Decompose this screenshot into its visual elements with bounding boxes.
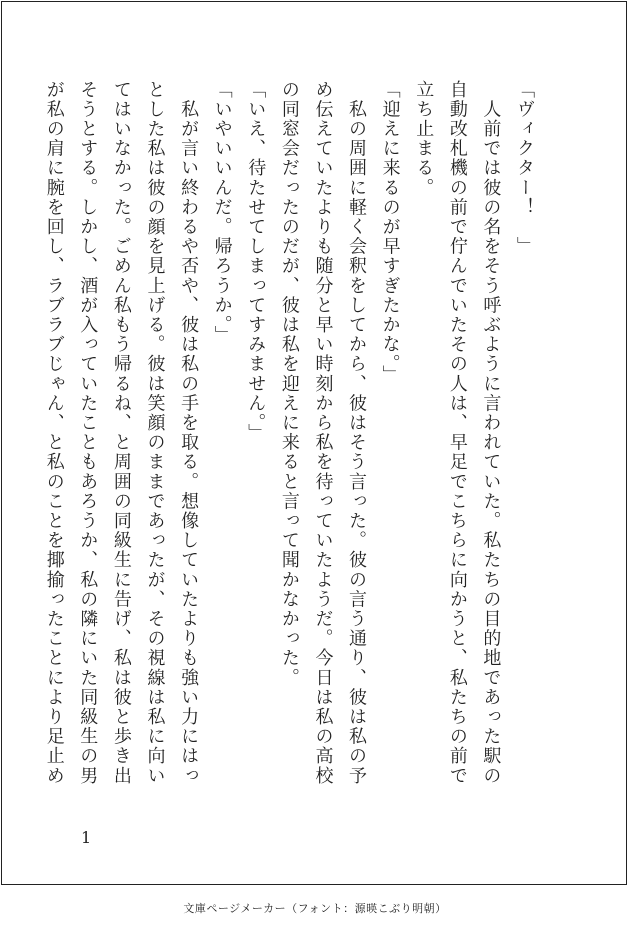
text-line: 「いやいいんだ。帰ろうか。」 <box>211 80 233 346</box>
text-line: 私の周囲に軽く会釈をしてから、彼はそう言った。彼の言う通り、彼は私の予 <box>346 80 368 786</box>
text-line: 自動改札機の前で佇んでいたその人は、早足でこちらに向かうと、私たちの前で <box>446 80 468 786</box>
text-line: 「迎えに来るのが早すぎたかな。」 <box>379 80 401 385</box>
text-line: 私が言い終わるや否や、彼は私の手を取る。想像していたよりも強い力にはっ <box>178 80 200 786</box>
text-line: 「いえ、待たせてしまってすみません。」 <box>245 80 267 444</box>
text-line: の同窓会だったのだが、彼は私を迎えに来ると言って聞かなかった。 <box>278 80 300 688</box>
text-line: 「ヴィクター！ 」 <box>514 80 535 257</box>
text-line: が私の肩に腕を回し、ラブラブじゃん、と私のことを揶揄ったことにより足止め <box>43 80 65 786</box>
text-line: め伝えていたよりも随分と早い時刻から私を待っていたようだ。今日は私の高校 <box>312 80 334 786</box>
text-line: 人前では彼の名をそう呼ぶように言われていた。私たちの目的地であった駅の <box>480 80 502 786</box>
text-line: とした私は彼の顔を見上げる。彼は笑顔のままであったが、その視線は私に向い <box>144 80 166 786</box>
footer-credit: 文庫ページメーカー（フォント：源暎こぶり明朝） <box>183 902 447 915</box>
text-line: てはいなかった。ごめん私もう帰るね、と周囲の同級生に告げ、私は彼と歩き出 <box>110 80 132 786</box>
page-number: 1 <box>81 828 92 847</box>
page-frame <box>1 1 627 885</box>
text-line: 立ち止まる。 <box>413 80 435 198</box>
text-line: そうとする。しかし、酒が入っていたこともあろうか、私の隣にいた同級生の男 <box>77 80 99 786</box>
vertical-text-body <box>37 80 541 785</box>
